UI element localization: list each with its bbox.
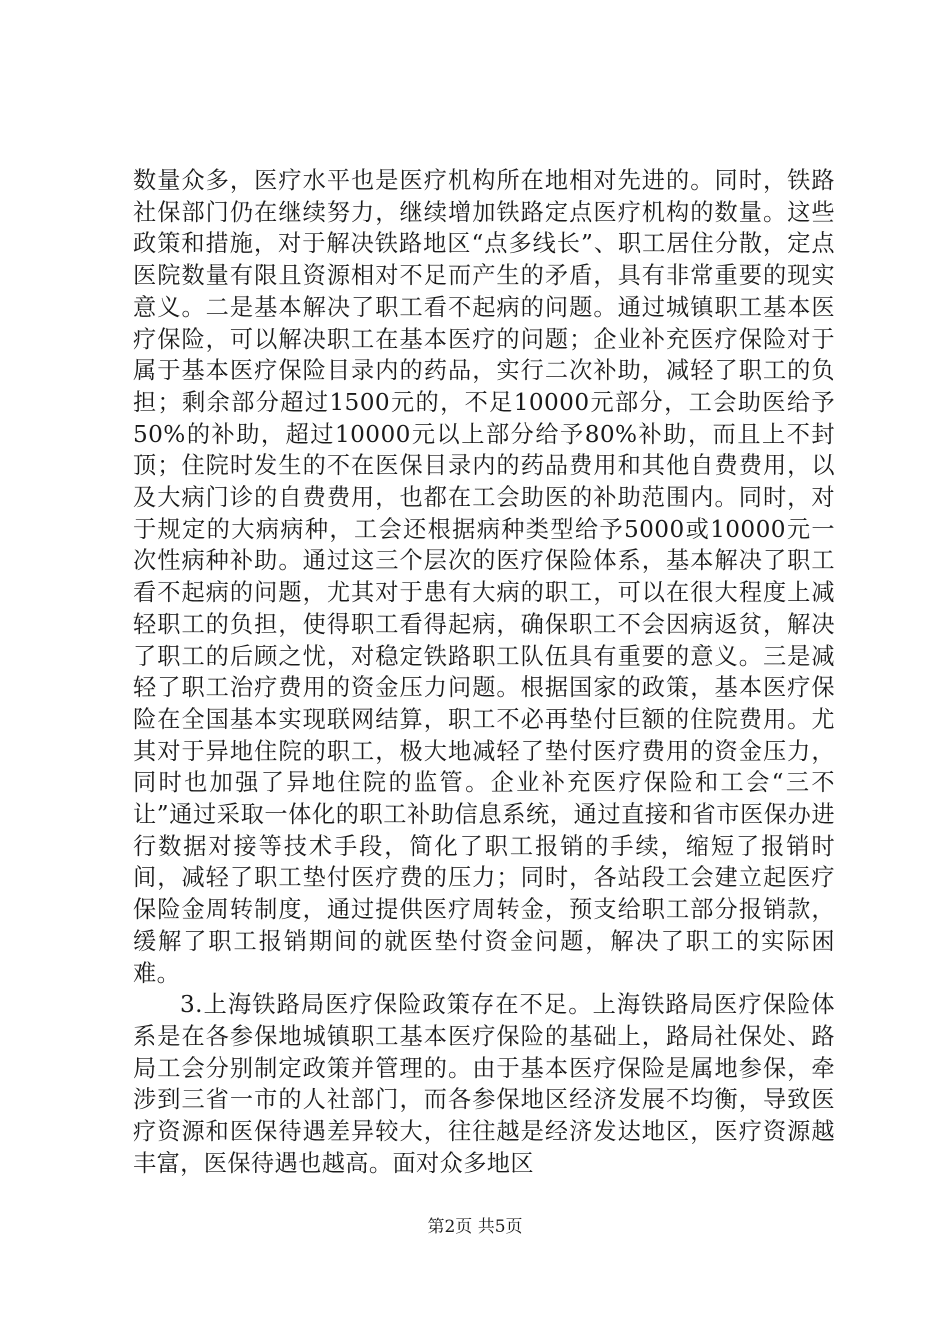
paragraph-section-3: 3.上海铁路局医疗保险政策存在不足。上海铁路局医疗保险体系是在各参保地城镇职工基本医疗保险的基础上，路局社保处、路局工会分别制定政策并管理的。由于基本医疗保险是属地参保，牵涉到三省一市的人社部门，而各参保地区经济发展不均衡，导致医疗资源和医保待遇差异较大，往往越是经济发达地区，医疗资源越丰富，医保待遇也越高。面对众多地区: [133, 991, 835, 1177]
page-footer: [0, 1216, 950, 1238]
page-number: 第2页 共5页: [427, 1217, 523, 1237]
body-text: [133, 165, 835, 1180]
paragraph-continuation: 数量众多，医疗水平也是医疗机构所在地相对先进的。同时，铁路社保部门仍在继续努力，继续增加铁路定点医疗机构的数量。这些政策和措施，对于解决铁路地区“点多线长”、职工居住分散，定点医院数量有限且资源相对不足而产生的矛盾，具有非常重要的现实意义。二是基本解决了职工看不起病的问题。通过城镇职工基本医疗保险，可以解决职工在基本医疗的问题；企业补充医疗保险对于属于基本医疗保险目录内的药品，实行二次补助，减轻了职工的负担；剩余部分超过1500元的，不足10000元部分，工会助医给予50%的补助，超过10000元以上部分给予80%补助，而且上不封顶；住院时发生的不在医保目录内的药品费用和其他自费费用，以及大病门诊的自费费用，也都在工会助医的补助范围内。同时，对于规定的大病病种，工会还根据病种类型给予5000或10000元一次性病种补助。通过这三个层次的医疗保险体系，基本解决了职工看不起病的问题，尤其对于患有大病的职工，可以在很大程度上减轻职工的负担，使得职工看得起病，确保职工不会因病返贫，解决了职工的后顾之忧，对稳定铁路职工队伍具有重要的意义。三是减轻了职工治疗费用的资金压力问题。根据国家的政策，基本医疗保险在全国基本实现联网结算，职工不必再垫付巨额的住院费用。尤其对于异地住院的职工，极大地减轻了垫付医疗费用的资金压力，同时也加强了异地住院的监管。企业补充医疗保险和工会“三不让”通过采取一体化的职工补助信息系统，通过直接和省市医保办进行数据对接等技术手段，简化了职工报销的手续，缩短了报销时间，减轻了职工垫付医疗费的压力；同时，各站段工会建立起医疗保险金周转制度，通过提供医疗周转金，预支给职工部分报销款，缓解了职工报销期间的就医垫付资金问题，解决了职工的实际困难。: [133, 167, 835, 987]
